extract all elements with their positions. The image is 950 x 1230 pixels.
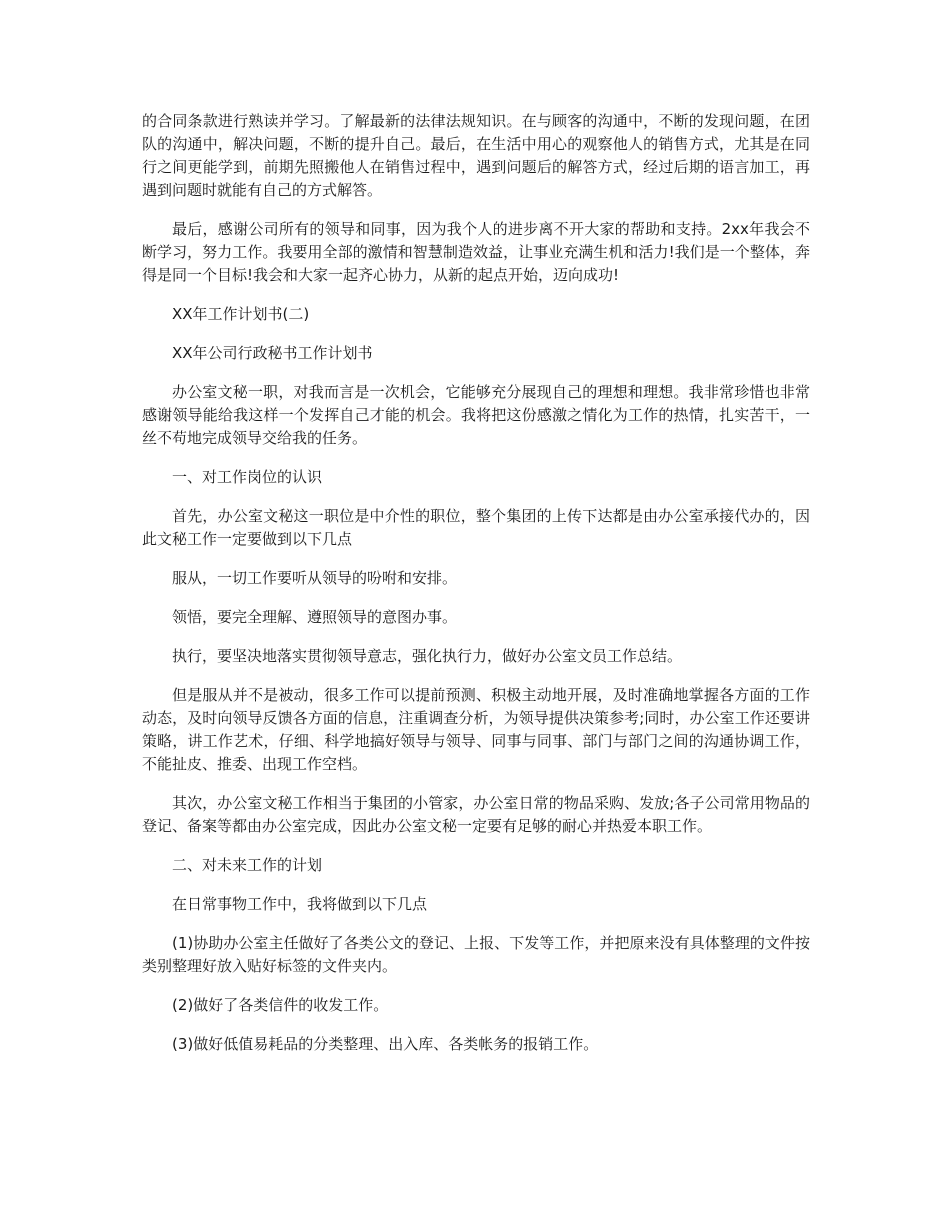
list-item-1: (1)协助办公室主任做好了各类公文的登记、上报、下发等工作，并把原来没有具体整理的文件按类别整理好放入贴好标签的文件夹内。 <box>142 934 810 975</box>
list-item-3: (3)做好低值易耗品的分类整理、出入库、各类帐务的报销工作。 <box>172 1035 599 1053</box>
document-title-secretary-plan: XX年公司行政秘书工作计划书 <box>172 344 373 362</box>
section-title-plan-two: XX年工作计划书(二) <box>172 305 310 323</box>
paragraph-thanks: 最后，感谢公司所有的领导和同事，因为我个人的进步离不开大家的帮助和支持。2xx年我会不断学习，努力工作。我要用全部的激情和智慧制造效益，让事业充满生机和活力!我们是一个整体，奔得是同一个目标!我会和大家一起齐心协力，从新的起点开始，迈向成功! <box>142 220 810 284</box>
paragraph-execute: 执行，要坚决地落实贯彻领导意志，强化执行力，做好办公室文员工作总结。 <box>172 647 683 665</box>
heading-future-plan: 二、对未来工作的计划 <box>172 856 323 874</box>
heading-position-understanding: 一、对工作岗位的认识 <box>172 468 323 486</box>
paragraph-daily-work: 在日常事物工作中，我将做到以下几点 <box>172 895 428 913</box>
list-item-2: (2)做好了各类信件的收发工作。 <box>172 996 389 1014</box>
paragraph-obey: 服从，一切工作要听从领导的吩咐和安排。 <box>172 569 458 587</box>
paragraph-second-housekeeper: 其次，办公室文秘工作相当于集团的小管家，办公室日常的物品采购、发放;各子公司常用物品的登记、备案等都由办公室完成，因此办公室文秘一定要有足够的耐心并热爱本职工作。 <box>142 794 810 835</box>
paragraph-comprehend: 领悟，要完全理解、遵照领导的意图办事。 <box>172 608 458 626</box>
paragraph-opportunity: 办公室文秘一职，对我而言是一次机会，它能够充分展现自己的理想和理想。我非常珍惜也非常感谢领导能给我这样一个发挥自己才能的机会。我将把这份感激之情化为工作的热情，扎实苦干，一丝不苟地完成领导交给我的任务。 <box>142 383 810 447</box>
paragraph-first-intermediary: 首先，办公室文秘这一职位是中介性的职位，整个集团的上传下达都是由办公室承接代办的，因此文秘工作一定要做到以下几点 <box>142 507 810 548</box>
paragraph-contract-study: 的合同条款进行熟读并学习。了解最新的法律法规知识。在与顾客的沟通中，不断的发现问题，在团队的沟通中，解决问题，不断的提升自己。最后，在生活中用心的观察他人的销售方式，尤其是在同行之间更能学到，前期先照搬他人在销售过程中，遇到问题后的解答方式，经过后期的语言加工，再遇到问题时就能有自己的方式解答。 <box>142 112 810 199</box>
document-body <box>142 110 810 1072</box>
paragraph-proactive: 但是服从并不是被动，很多工作可以提前预测、积极主动地开展，及时准确地掌握各方面的工作动态，及时向领导反馈各方面的信息，注重调查分析，为领导提供决策参考;同时，办公室工作还要讲策略，讲工作艺术，仔细、科学地搞好领导与领导、同事与同事、部门与部门之间的沟通协调工作，不能扯皮、推委、出现工作空档。 <box>142 686 810 773</box>
